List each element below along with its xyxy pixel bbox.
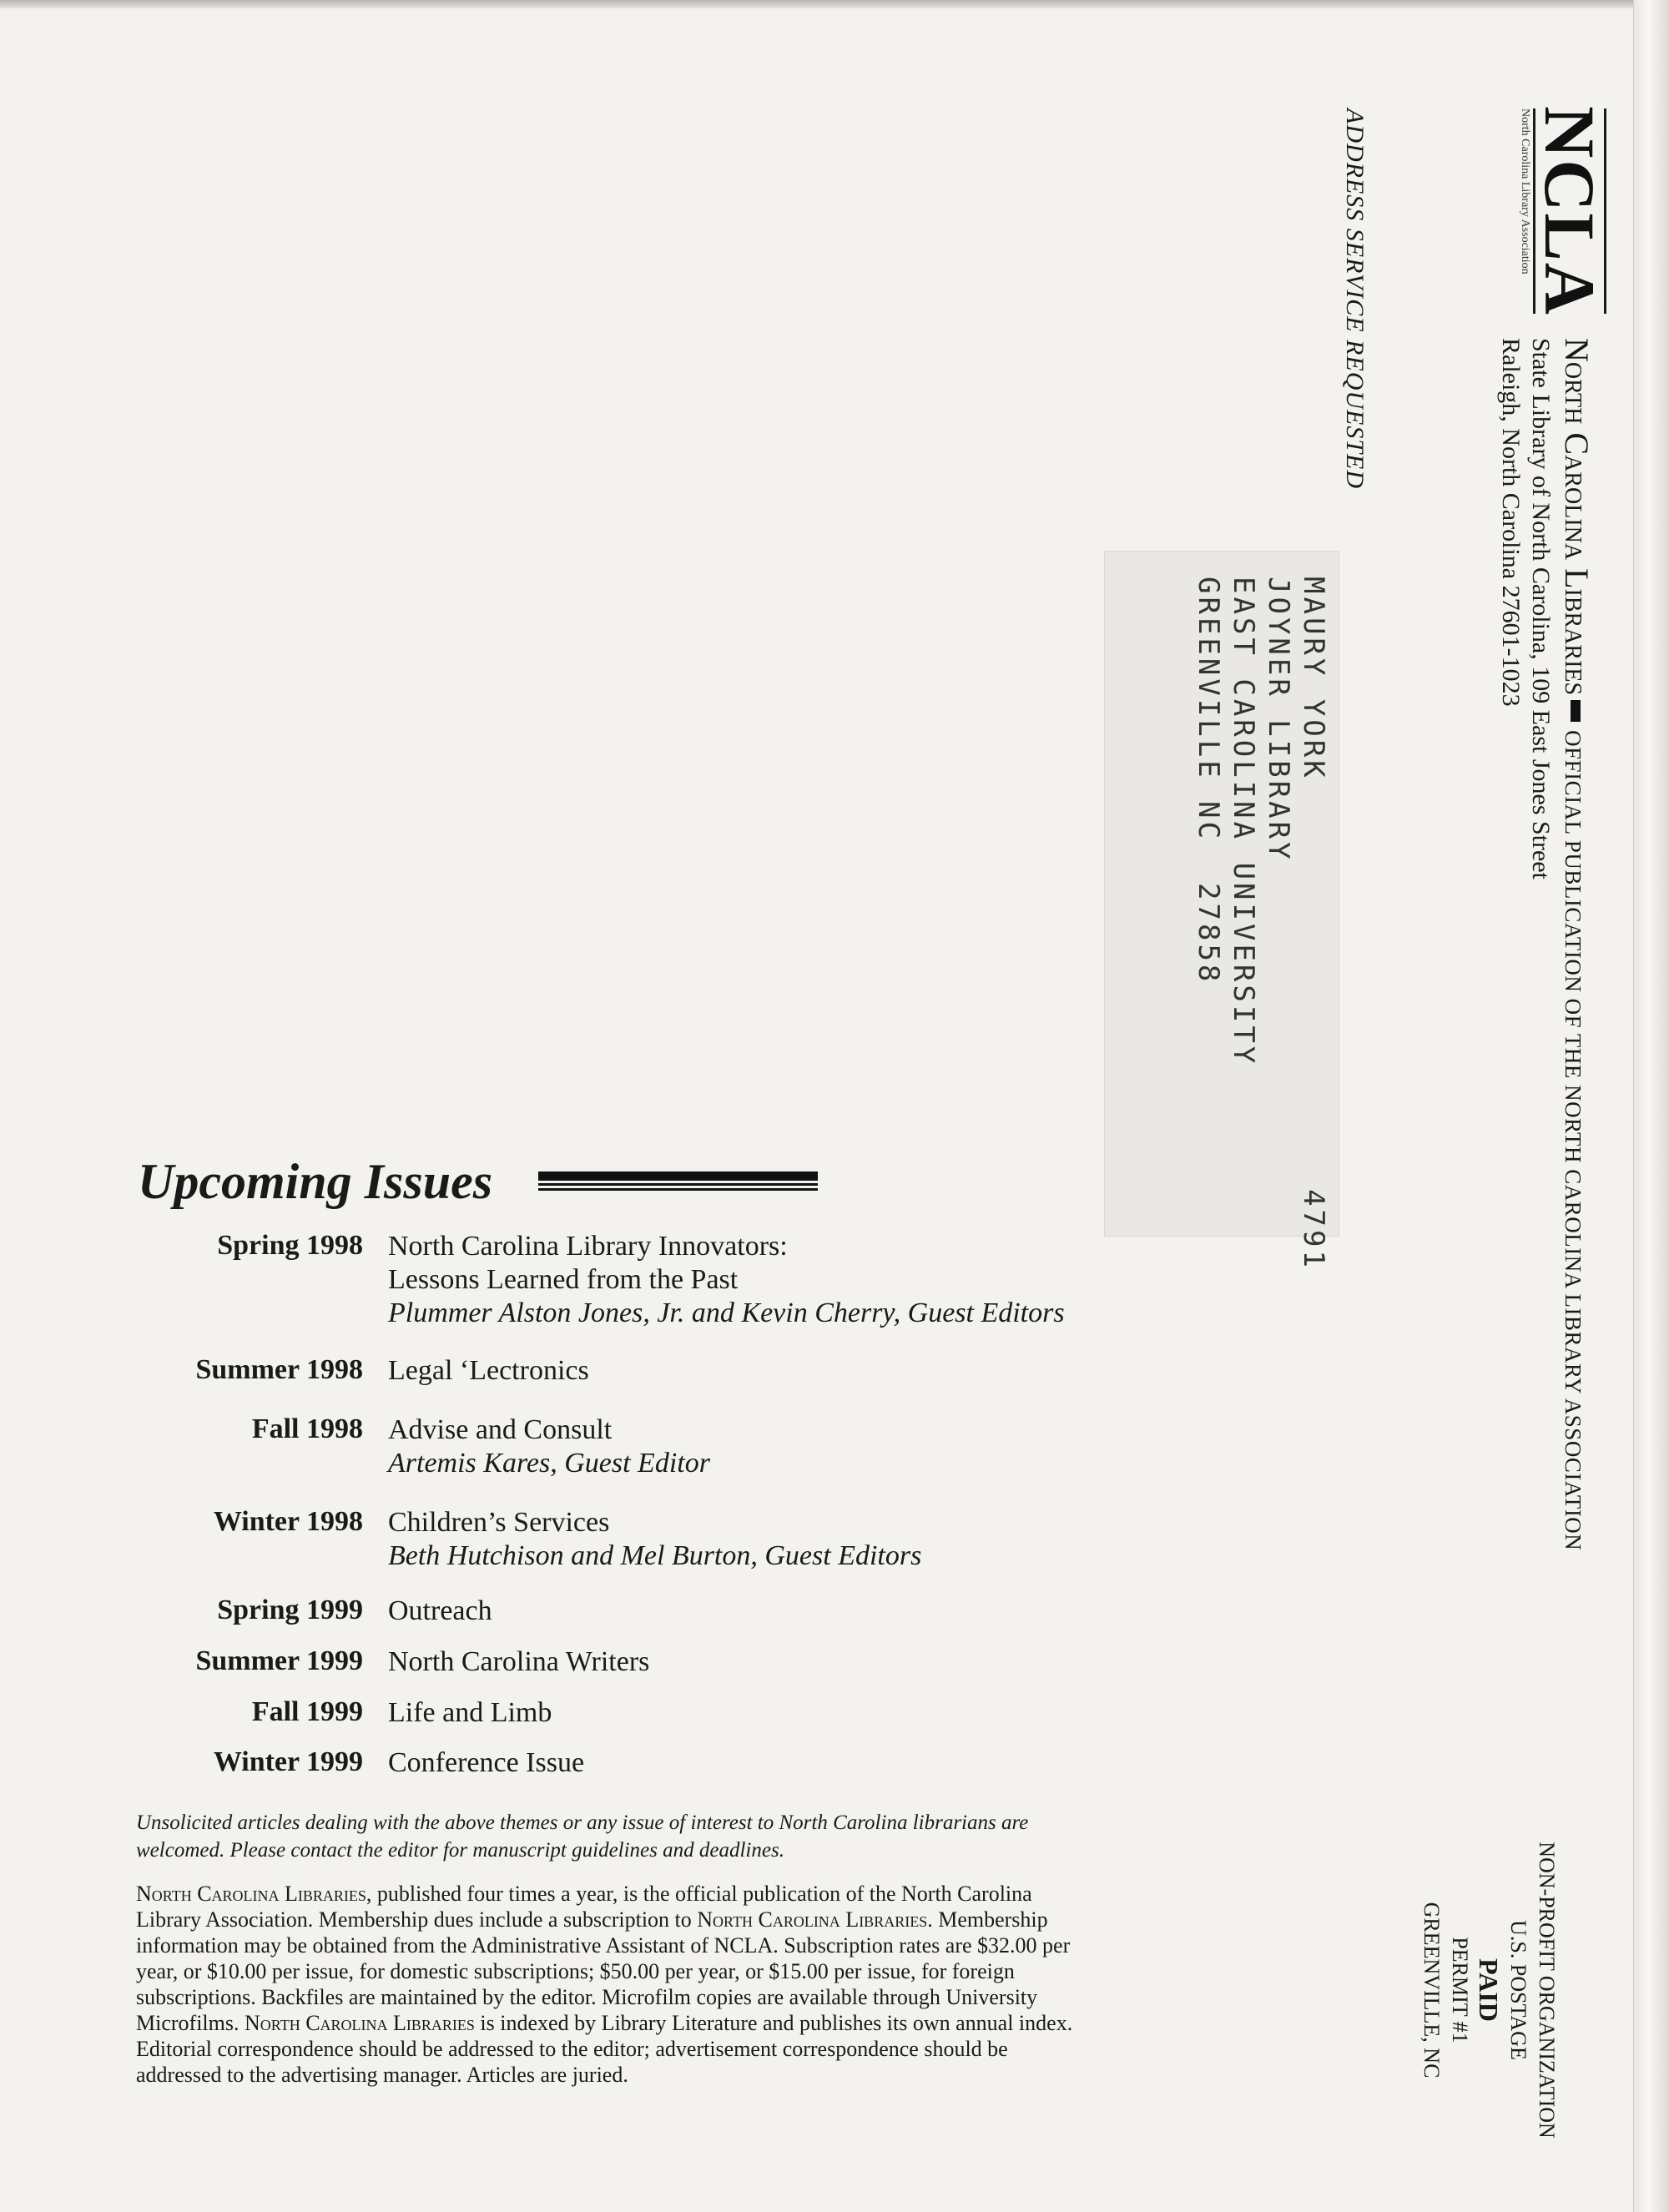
upcoming-issues-title: Upcoming Issues: [138, 1154, 493, 1209]
indicia-paid: PAID: [1474, 1958, 1504, 2022]
return-address-line1: State Library of North Carolina, 109 East Jones Street: [1527, 338, 1555, 880]
issue-topic: Legal ‘Lectronics: [388, 1355, 589, 1386]
issue-topic-line2: Lessons Learned from the Past: [388, 1264, 739, 1295]
issue-topic: Children’s Services: [388, 1507, 610, 1538]
mailing-panel: [1339, 106, 1610, 1569]
postage-indicia: [1377, 1773, 1561, 2207]
publication-name: North Carolina Libraries: [1558, 338, 1596, 696]
indicia-line1: NON-PROFIT ORGANIZATION: [1535, 1842, 1559, 2139]
address-label: [1104, 551, 1339, 1271]
issue-date: Spring 1999: [217, 1595, 363, 1625]
label-line3: EAST CAROLINA UNIVERSITY: [1227, 577, 1260, 1067]
issue-date: Spring 1998: [217, 1230, 363, 1261]
issue-topic: Advise and Consult: [388, 1414, 613, 1445]
ncla-logo-text: NCLA: [1535, 101, 1604, 321]
issue-editors: Plummer Alston Jones, Jr. and Kevin Cherry, Guest Editors: [388, 1297, 1065, 1328]
publication-name-inline: North Carolina Libraries: [136, 1882, 366, 1906]
label-line1: MAURY YORK 4791: [1297, 577, 1330, 1271]
issue-date: Winter 1999: [213, 1746, 363, 1777]
unsolicited-articles-note: Unsolicited articles dealing with the above themes or any issue of interest to North Carolina librarians are welcomed. Please contact the editor for manuscript guidelines and deadlines.: [136, 1811, 1029, 1862]
issue-date: Fall 1998: [251, 1413, 363, 1444]
notice-text-3: is indexed by Library Literature and publishes its own annual index. Editorial correspondence should be addressed to the editor; advertisement correspondence should be addressed to the advertising manager. Articles are juried.: [136, 2011, 1073, 2087]
notice-text-1: , published four times a year, is the official publication of the North Carolina Library Association. Membership dues include a subscription to: [136, 1882, 1032, 1932]
publication-name-inline: North Carolina Libraries: [697, 1907, 928, 1932]
issue-date: Fall 1999: [251, 1696, 363, 1727]
ncla-logo: [1530, 106, 1610, 316]
label-line2: JOYNER LIBRARY: [1262, 577, 1295, 863]
issue-editors: Beth Hutchison and Mel Burton, Guest Editors: [388, 1540, 922, 1571]
issue-editors: Artemis Kares, Guest Editor: [388, 1448, 710, 1479]
publication-line: [1557, 338, 1596, 1550]
page-right-edge: [1633, 0, 1669, 2212]
official-publication-text: OFFICIAL PUBLICATION OF THE NORTH CAROLINA LIBRARY ASSOCIATION: [1561, 730, 1586, 1551]
issue-topic: North Carolina Library Innovators:: [388, 1231, 788, 1262]
indicia-permit: PERMIT #1: [1448, 1937, 1472, 2043]
page-top-edge: [0, 0, 1669, 8]
issue-topic: Conference Issue: [388, 1747, 585, 1778]
issue-topic: Life and Limb: [388, 1697, 552, 1728]
notice-text-2: . Membership information may be obtained from the Administrative Assistant of NCLA. Subscription rates are $32.00 per year, or $10.00 per issue, for domestic subscriptions; $50.00 per year, or $15.00 per issue, for foreign subscriptions. Backfiles are maintained by the editor. Microfilm copies are available through University Microfilms.: [136, 1907, 1071, 2035]
issue-topic: Outreach: [388, 1595, 492, 1626]
ncla-logo-subtitle: North Carolina Library Association: [1519, 108, 1531, 275]
label-line4: GREENVILLE NC 27858: [1192, 577, 1225, 985]
issue-date: Winter 1998: [213, 1506, 363, 1537]
publication-bar: [1571, 700, 1581, 722]
indicia-line2: U.S. POSTAGE: [1506, 1920, 1530, 2060]
issue-date: Summer 1998: [195, 1354, 363, 1385]
address-service-requested: ADDRESS SERVICE REQUESTED: [1341, 108, 1369, 490]
issue-date: Summer 1999: [195, 1645, 363, 1676]
return-address-line2: Raleigh, North Carolina 27601-1023: [1497, 338, 1525, 707]
indicia-city: GREENVILLE, NC: [1419, 1902, 1444, 2078]
publication-notice: [136, 1881, 1087, 2088]
title-rule: [538, 1172, 818, 1192]
issue-topic: North Carolina Writers: [388, 1646, 650, 1677]
publication-name-inline: North Carolina Libraries: [245, 2011, 475, 2035]
